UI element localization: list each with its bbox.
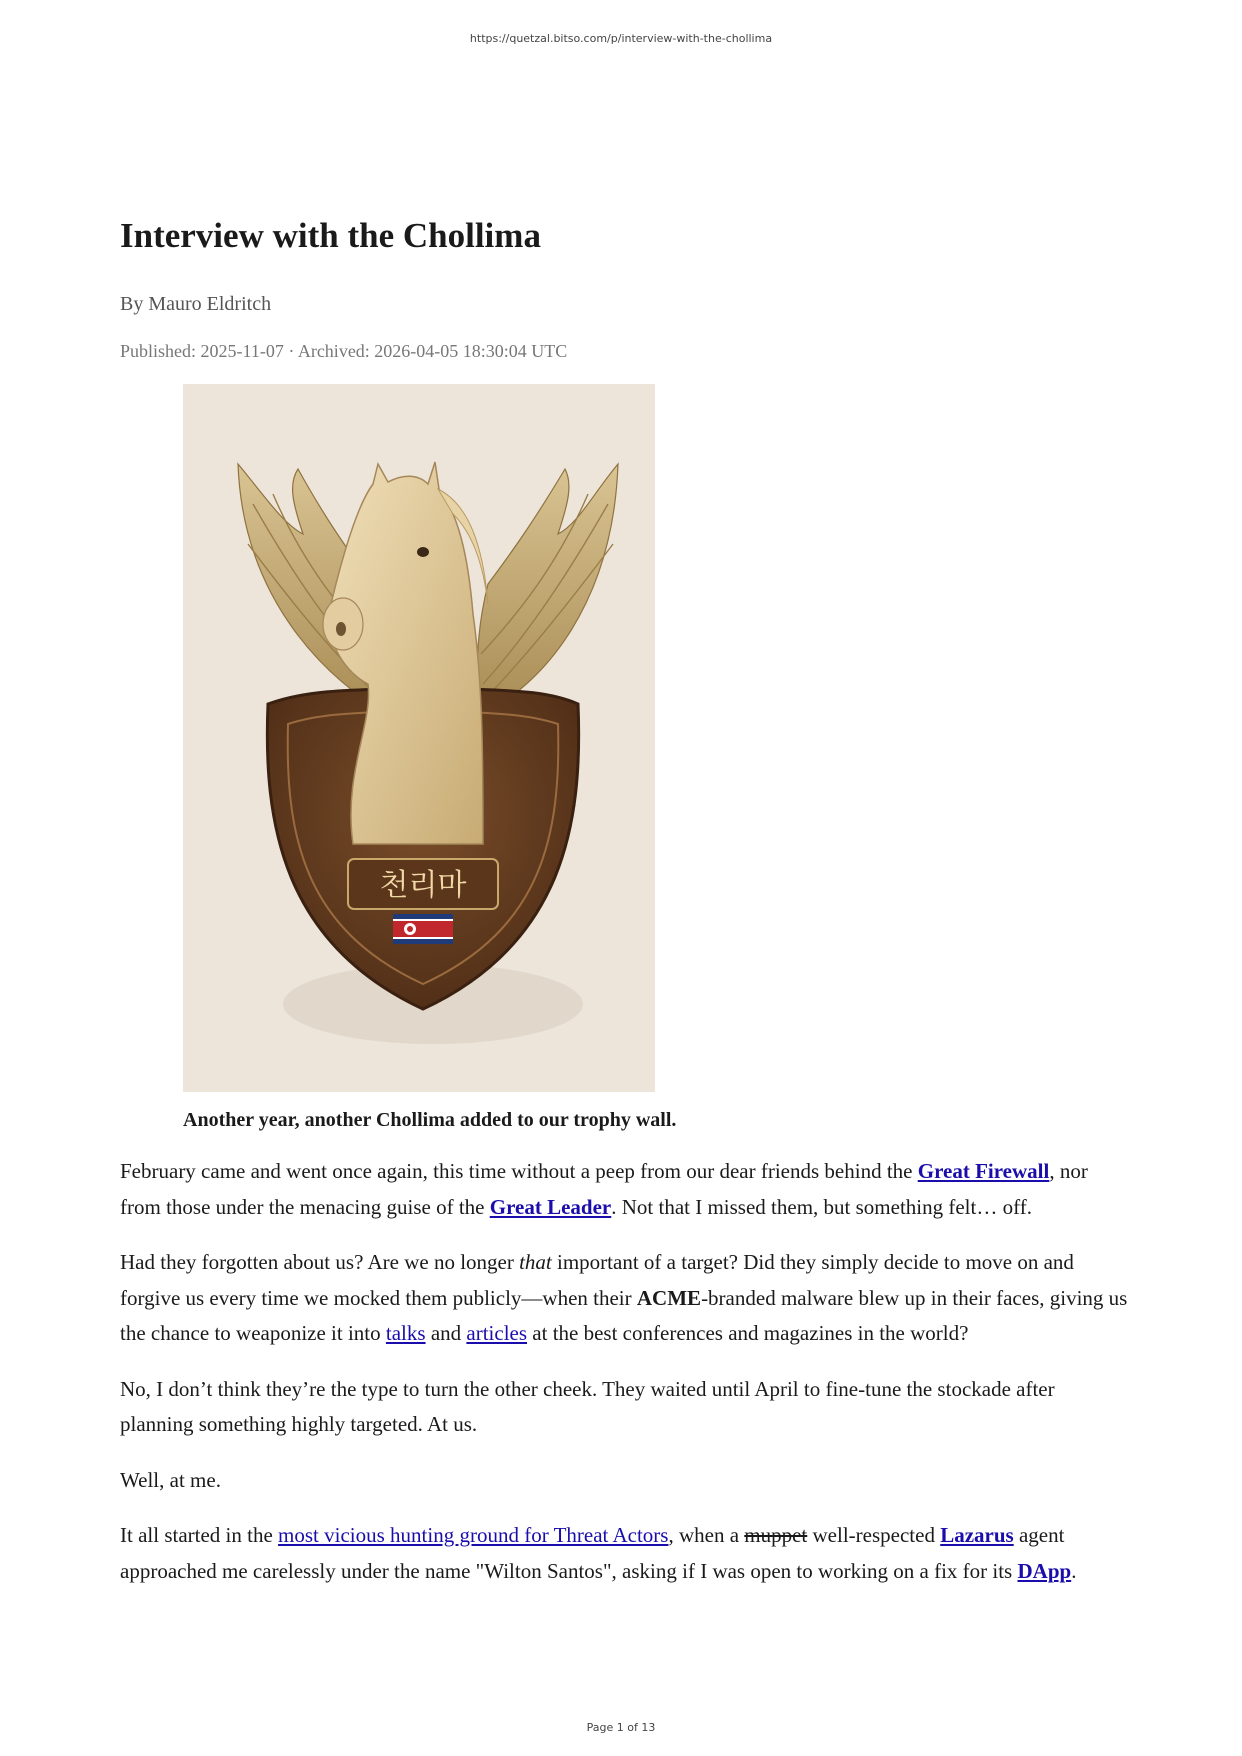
p5-text-4: agent approached me carelessly under the name "Wilton Santos", asking if I was open to working on a fix for its	[120, 1523, 1065, 1583]
plaque-text: 천리마	[379, 868, 467, 903]
paragraph-5	[120, 1518, 1130, 1589]
chollima-trophy-image	[183, 384, 655, 1092]
hero-figure	[183, 384, 1130, 1134]
p2-text-5: at the best conferences and magazines in the world?	[527, 1321, 969, 1345]
article-title: Interview with the Chollima	[120, 216, 541, 255]
p1-text-1: February came and went once again, this time without a peep from our dear friends behind the	[120, 1159, 918, 1183]
article	[120, 212, 1130, 1589]
p1-text-3: . Not that I missed them, but something felt… off.	[611, 1194, 1032, 1219]
dapp-link[interactable]: DApp	[1017, 1558, 1072, 1583]
paragraph-2	[120, 1245, 1130, 1352]
lazarus-link[interactable]: Lazarus	[940, 1523, 1014, 1547]
talks-link[interactable]: talks	[385, 1321, 426, 1345]
p1-text-2: , nor from those under the menacing guise of the	[120, 1159, 1088, 1219]
figure-caption: Another year, another Chollima added to our trophy wall.	[183, 1109, 677, 1131]
article-byline: By Mauro Eldritch	[120, 293, 272, 315]
great-firewall-link[interactable]: Great Firewall	[917, 1159, 1050, 1183]
p2-text-3: -branded malware blew up in their faces, giving us the chance to weaponize it into	[120, 1285, 1128, 1345]
hunting-ground-link[interactable]: most vicious hunting ground for Threat Actors	[278, 1523, 669, 1547]
paragraph-3: No, I don’t think they’re the type to turn the other cheek. They waited until April to fine-tune the stockade after planning something highly targeted. At us.	[120, 1376, 1055, 1436]
p5-struck-text: muppet	[744, 1523, 808, 1547]
page-url-header: https://quetzal.bitso.com/p/interview-with-the-chollima	[469, 32, 773, 45]
page-number-footer: Page 1 of 13	[586, 1721, 656, 1734]
p2-strong: ACME	[636, 1285, 702, 1310]
articles-link[interactable]: articles	[466, 1321, 528, 1345]
paragraph-4: Well, at me.	[120, 1467, 221, 1492]
p2-emphasis: that	[519, 1250, 552, 1274]
p5-text-3: well-respected	[807, 1523, 941, 1547]
p5-text-2: , when a	[668, 1523, 745, 1547]
great-leader-link[interactable]: Great Leader	[489, 1194, 612, 1219]
p5-text-5: .	[1071, 1558, 1077, 1583]
p5-text-1: It all started in the	[120, 1523, 279, 1547]
p2-text-1: Had they forgotten about us? Are we no longer	[120, 1250, 520, 1274]
p2-text-2: important of a target? Did they simply decide to move on and forgive us every time we mocked them publicly—when their	[120, 1250, 1074, 1310]
article-dates: Published: 2025-11-07 · Archived: 2026-04-05 18:30:04 UTC	[120, 341, 568, 361]
p2-text-4: and	[425, 1321, 467, 1345]
paragraph-1	[120, 1154, 1130, 1225]
flag-icon	[393, 914, 453, 944]
